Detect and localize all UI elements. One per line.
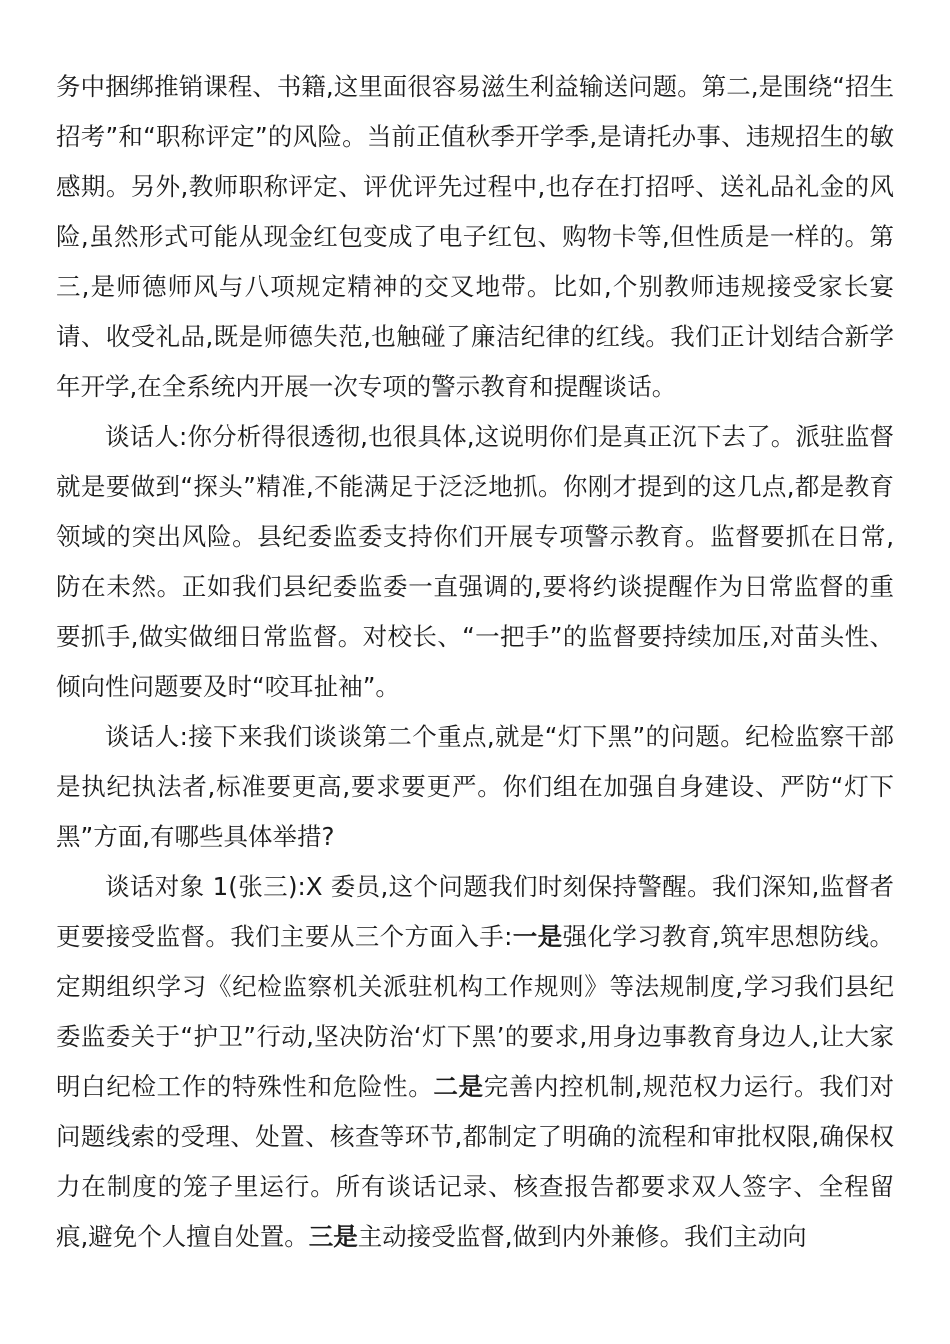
point-three-text: 主动接受监督,做到内外兼修。我们主动向 bbox=[357, 1222, 807, 1251]
paragraph-interviewer-question: 谈话人:接下来我们谈谈第二个重点,就是“灯下黑”的问题。纪检监察干部是执纪执法者,标准要更高,要求要更严。你们组在加强自身建设、严防“灯下黑”方面,有哪些具体举措? bbox=[56, 722, 894, 851]
point-one-text: 强化学习教育,筑牢思想防线。定期组织学习《纪检监察机关派驻机构工作规则》等法规制度,学习我们县纪委监委关于“护卫”行动,坚决防治‘灯下黑’的要求,用身边事教育身边人,让大家明白纪检工作的特殊性和危险性。 bbox=[56, 922, 894, 1101]
paragraph-subject-answer bbox=[56, 862, 894, 1262]
document-body bbox=[56, 62, 894, 1262]
paragraph-interviewer-response: 谈话人:你分析得很透彻,也很具体,这说明你们是真正沉下去了。派驻监督就是要做到“探头”精准,不能满足于泛泛地抓。你刚才提到的这几点,都是教育领域的突出风险。县纪委监委支持你们开展专项警示教育。监督要抓在日常,防在未然。正如我们县纪委监委一直强调的,要将约谈提醒作为日常监督的重要抓手,做实做细日常监督。对校长、“一把手”的监督要持续加压,对苗头性、倾向性问题要及时“咬耳扯袖”。 bbox=[56, 422, 894, 701]
answer-intro: 谈话对象 1(张三):X 委员,这个问题我们时刻保持警醒。我们深知,监督者更要接受监督。我们主要从三个方面入手: bbox=[56, 872, 894, 951]
point-three-label: 三是 bbox=[308, 1222, 358, 1251]
point-two-text: 完善内控机制,规范权力运行。我们对问题线索的受理、处置、核查等环节,都制定了明确的流程和审批权限,确保权力在制度的笼子里运行。所有谈话记录、核查报告都要求双人签字、全程留痕,避免个人擅自处置。 bbox=[56, 1072, 895, 1251]
point-two-label: 二是 bbox=[433, 1072, 484, 1101]
point-one-label: 一是 bbox=[512, 922, 563, 951]
paragraph-risk-analysis: 务中捆绑推销课程、书籍,这里面很容易滋生利益输送问题。第二,是围绕“招生招考”和“职称评定”的风险。当前正值秋季开学季,是请托办事、违规招生的敏感期。另外,教师职称评定、评优评先过程中,也存在打招呼、送礼品礼金的风险,虽然形式可能从现金红包变成了电子红包、购物卡等,但性质是一样的。第三,是师德师风与八项规定精神的交叉地带。比如,个别教师违规接受家长宴请、收受礼品,既是师德失范,也触碰了廉洁纪律的红线。我们正计划结合新学年开学,在全系统内开展一次专项的警示教育和提醒谈话。 bbox=[56, 72, 894, 401]
